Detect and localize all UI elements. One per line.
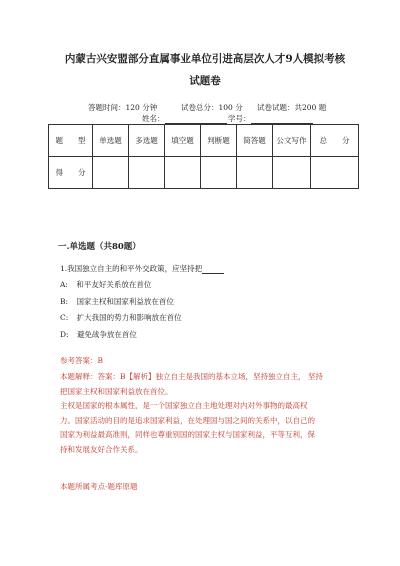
student-id-field[interactable] — [228, 113, 313, 124]
score-cell[interactable] — [93, 157, 129, 189]
score-table-header-row — [49, 125, 359, 157]
student-id-underline — [251, 114, 313, 124]
explanation-line: 力。国家活动的目的是追求国家利益，在处理国与国之间的关系中，以自己的 — [60, 415, 315, 425]
option-text: 避免战争放在首位 — [76, 330, 137, 339]
option-letter: C: — [60, 313, 69, 322]
option-a[interactable] — [60, 279, 151, 290]
exam-time: 答题时间：120 分钟 — [88, 103, 158, 112]
score-table-score-row — [49, 157, 359, 189]
option-text: 国家主权和国家利益放在首位 — [76, 297, 174, 306]
score-table — [48, 124, 359, 189]
option-b[interactable] — [60, 296, 174, 307]
option-c[interactable] — [60, 312, 182, 323]
header-cell-fill-blank: 填空题 — [165, 125, 201, 157]
header-cell-total: 总 分 — [311, 125, 359, 157]
explanation-line: 把国家主权和国家利益放在首位。 — [60, 386, 173, 396]
total-questions: 试卷试题：共200 题 — [257, 103, 327, 112]
header-cell-multiple-choice: 多选题 — [129, 125, 165, 157]
explanation-line: 国家为利益最高准则，同样也尊重别国的国家主权与国家利益，平等互利，保 — [60, 430, 315, 440]
question-text: 1.我国独立自主的和平外交政策，应坚持把 — [60, 264, 203, 273]
explanation-line: 持和发展友好合作关系。 — [60, 444, 143, 454]
student-id-label: 学号： — [228, 114, 251, 123]
total-score: 试卷总分：100 分 — [181, 103, 243, 112]
topic-note: 本题所属考点-题库原题 — [60, 482, 138, 491]
name-field[interactable] — [142, 113, 227, 124]
score-cell[interactable] — [311, 157, 359, 189]
option-d[interactable] — [60, 329, 137, 340]
header-cell-single-choice: 单选题 — [93, 125, 129, 157]
reference-answer: 参考答案：B — [60, 356, 104, 365]
explanation-line: 本题解释：答案：B【解析】独立自主是我国的基本立场，坚持独立自主， 坚持 — [60, 372, 323, 381]
score-cell[interactable] — [165, 157, 201, 189]
exam-title: 内蒙古兴安盟部分直属事业单位引进高层次人才9人模拟考核试题卷 — [64, 53, 346, 87]
header-cell-type: 题 型 — [49, 125, 93, 157]
answer-explanation — [60, 370, 350, 458]
header-cell-document-writing: 公文写作 — [273, 125, 311, 157]
option-letter: D: — [60, 330, 69, 339]
option-letter: B: — [60, 297, 69, 306]
score-cell[interactable] — [129, 157, 165, 189]
score-cell[interactable] — [201, 157, 237, 189]
score-cell[interactable] — [237, 157, 273, 189]
answer-blank — [202, 265, 224, 274]
name-underline — [165, 114, 227, 124]
question-stem — [60, 263, 224, 274]
option-text: 和平友好关系放在首位 — [76, 280, 152, 289]
name-label: 姓名： — [142, 114, 165, 123]
score-cell[interactable] — [273, 157, 311, 189]
option-text: 扩大我国的势力和影响放在首位 — [76, 313, 182, 322]
score-row-label: 得 分 — [49, 157, 93, 189]
explanation-line: 主权是国家的根本属性，是一个国家独立自主地处理对内对外事物的最高权 — [60, 401, 308, 411]
option-letter: A: — [60, 280, 68, 289]
header-cell-true-false: 判断题 — [201, 125, 237, 157]
header-cell-short-answer: 简答题 — [237, 125, 273, 157]
section-title: 一.单选题（共80题） — [58, 242, 141, 252]
